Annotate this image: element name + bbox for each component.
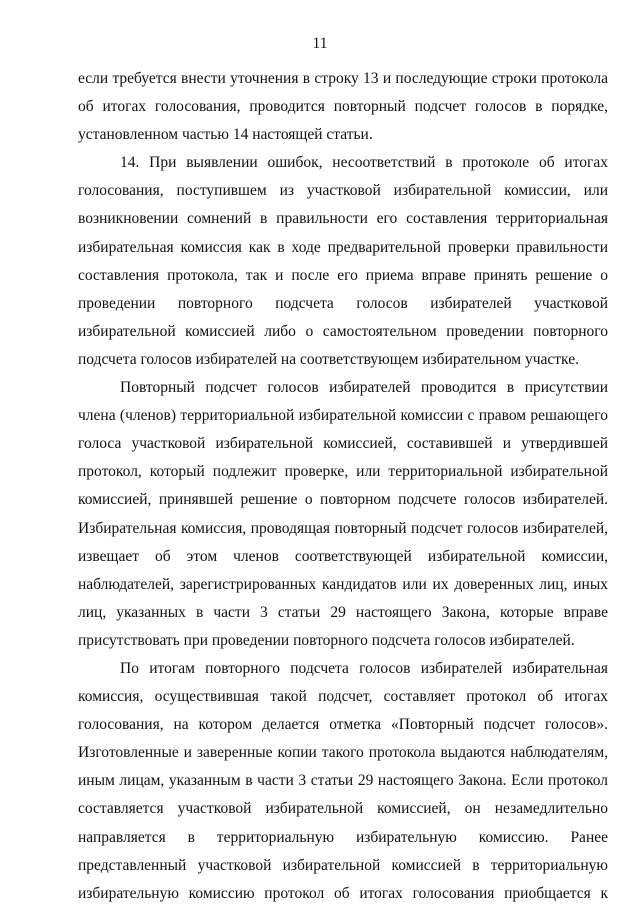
paragraph-1: если требуется внести уточнения в строку 13 и последующие строки протокола об итогах голосования, проводится повторный подсчет голосов в порядке, установленном частью 14 настоящей статьи. bbox=[78, 70, 608, 144]
document-body bbox=[78, 65, 608, 908]
page-number: 11 bbox=[312, 35, 328, 52]
paragraph-2: 14. При выявлении ошибок, несоответствий в протоколе об итогах голосования, поступившем из участковой избирательной комиссии, или возникновении сомнений в правильности его составления территориальная избирательная комиссия как в ходе предварительной проверки правильности составления протокола, так и после его приема вправе принять решение о проведении повторного подсчета голосов избирателей участковой избирательной комиссией либо о самостоятельном проведении повторного подсчета голосов избирателей на соответствующем избирательном участке. bbox=[78, 154, 608, 368]
paragraph-3: Повторный подсчет голосов избирателей проводится в присутствии члена (членов) территориальной избирательной комиссии с правом решающего голоса участковой избирательной комиссией, составившей и утвердившей протокол, который подлежит проверке, или территориальной избирательной комиссией, принявшей решение о повторном подсчете голосов избирателей. Избирательная комиссия, проводящая повторный подсчет голосов избирателей, извещает об этом членов соответствующей избирательной комиссии, наблюдателей, зарегистрированных кандидатов или их доверенных лиц, иных лиц, указанных в части 3 статьи 29 настоящего Закона, которые вправе присутствовать при проведении повторного подсчета голосов избирателей. bbox=[78, 379, 608, 649]
paragraph-4: По итогам повторного подсчета голосов избирателей избирательная комиссия, осуществившая такой подсчет, составляет протокол об итогах голосования, на котором делается отметка «Повторный подсчет голосов». Изготовленные и заверенные копии такого протокола выдаются наблюдателям, иным лицам, указанным в части 3 статьи 29 настоящего Закона. Если протокол составляется участковой избирательной комиссией, он незамедлительно направляется в территориальную избирательную комиссию. Ранее представленный участковой избирательной комиссией в территориальную избирательную комиссию протокол об итогах голосования приобщается к bbox=[78, 659, 608, 902]
